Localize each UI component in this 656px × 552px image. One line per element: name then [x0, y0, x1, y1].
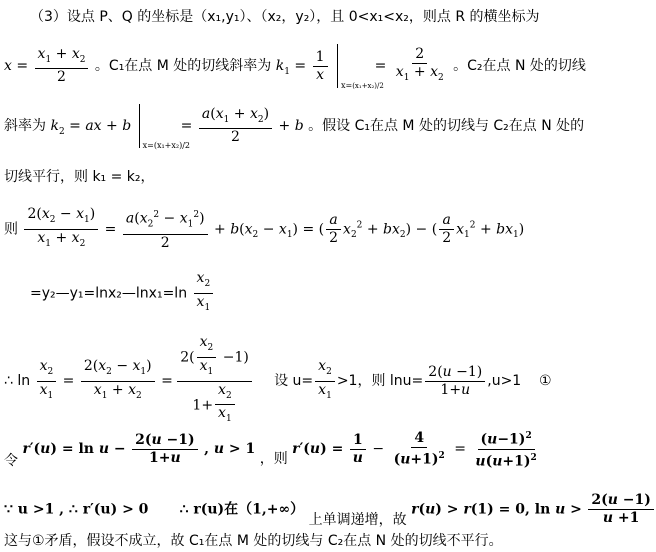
circle-1-mark: ① — [539, 373, 552, 390]
line-7-text-b: 设 u= — [274, 373, 314, 390]
line-2-text-a: 。C₁在点 M 处的切线斜率为 — [94, 58, 272, 74]
line-4: 切线平行，则 k₁ = k₂， — [4, 169, 155, 185]
line-9-text-c: 上单调递增，故 — [308, 511, 407, 528]
line-9: ∵ u >1 , ∴ r′(u) > 0 ∴ r(u)在（1,+∞） 上单调递增，故 r(u) > r(1) = 0, ln u > $\frac{2(u -1)}{u +1}$ — [4, 492, 656, 527]
line-7-text-a: ∴ ln — [4, 373, 31, 390]
line-2-text-b: 。C₂在点 N 处的切线 — [453, 58, 586, 74]
line-2: x = $\frac{x_1 + x_2}{2}$ 。C₁在点 M 处的切线斜率为 $k_1$ = $\frac{1}{x}$ x=(x₁+x₂)/2 = $\frac{2}{x_1 + x_2}$ 。C₂在点 N 处的切线 — [4, 45, 586, 90]
line-9-text-a: ∵ u >1 , ∴ r′(u) > 0 — [4, 501, 149, 518]
line-1: （3）设点 P、Q 的坐标是（x₁,y₁）、（x₂，y₂），且 0<x₁<x₂，则点 R 的横坐标为 — [30, 9, 540, 25]
line-3-text-a: 斜率为 — [4, 118, 46, 134]
line-5-text: 则 — [4, 221, 18, 238]
line-5: 则 $\frac{2(x_2 - x_1)}{x_1 + x_2}$ = $\frac{a(x_2^2 - x_1^2)}{2}$ + $b(x_2 - x_1)$ = ( $\frac{a}{2}$ $x_2^2 + bx_2$) − ( $\frac{a}{2}$ $x_1^2 + bx_1$) — [4, 206, 525, 251]
line-7-text-d: ,u>1 — [487, 373, 522, 390]
fraction-x-mid: $\frac{x_1 + x_2}{2}$ — [35, 46, 89, 87]
line-8-text-a: 令 — [4, 453, 18, 470]
line-8-text-b: ，则 — [259, 451, 288, 468]
line-10: 这与①矛盾，假设不成立，故 C₁在点 M 处的切线与 C₂在点 N 处的切线不平行。 — [4, 533, 503, 549]
line-9-text-b: ∴ r(u)在（1,+∞） — [179, 501, 305, 518]
line-7: ∴ ln $\frac{x_2}{x_1}$ = $\frac{2(x_2 - x_1)}{x_1 + x_2}$ = 2( $\frac{x_2}{x_1}$ −1) 1+ $\frac{x_2}{x_1}$ 设 u= $\frac{x_2}{x_1}$ >1，则 lnu= $\frac{2(u -1)}{1+u}$ ,u>1 ① — [4, 334, 552, 425]
line-6-text: =y₂—y₁=lnx₂—lnx₁=ln — [30, 285, 188, 302]
line-8: 令 r′(u) = ln u − $\frac{2(u -1)}{1+u}$ , u > 1 ，则 r′(u) = $\frac{1}{u}$ − $\frac{4}{(u+1)^2}$ = $\frac{(u-1)^2}{u(u+1)^2}$ — [4, 429, 537, 470]
line-6: =y₂—y₁=lnx₂—lnx₁=ln $\frac{x_2}{x_1}$ — [30, 270, 215, 317]
line-7-text-c: >1，则 lnu= — [336, 373, 424, 390]
line-3-text-b: 。假设 C₁在点 M 处的切线与 C₂在点 N 处的 — [308, 118, 585, 134]
line-3: 斜率为 $k_2$ = ax + b x=(x₁+x₂)/2 = $\frac{a(x_1 + x_2)}{2}$ + b 。假设 C₁在点 M 处的切线与 C₂在点 N 处的 — [4, 105, 585, 150]
